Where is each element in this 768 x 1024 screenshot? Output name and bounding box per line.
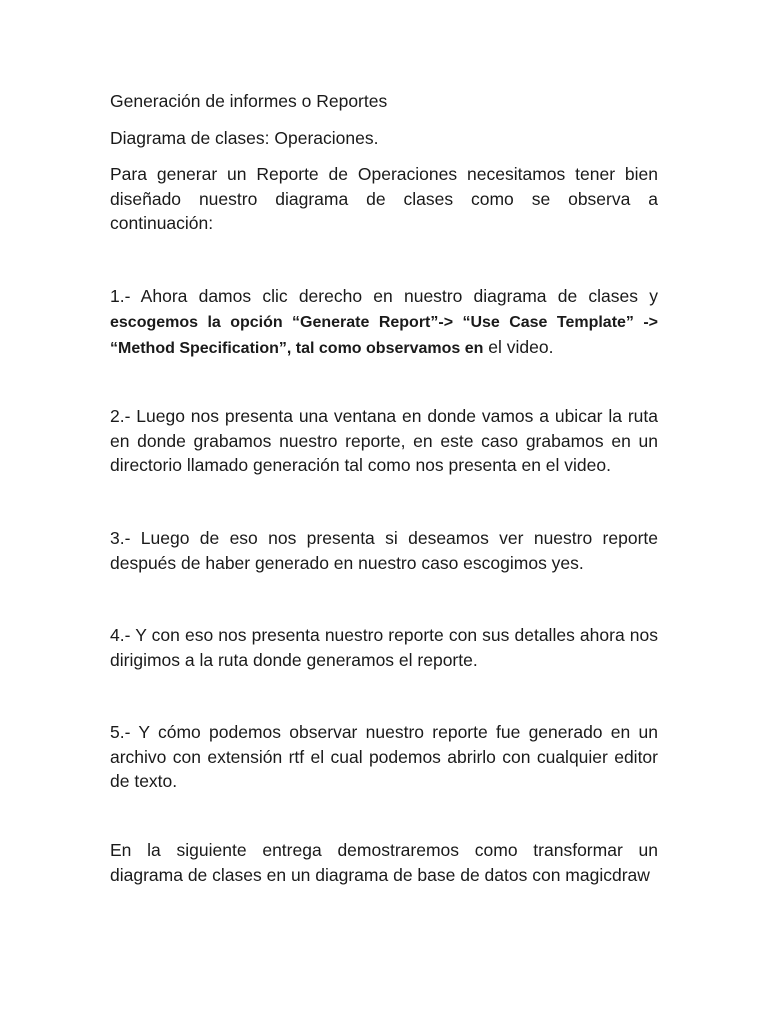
step-4-paragraph: 4.- Y con eso nos presenta nuestro reporte con sus detalles ahora nos dirigimos a la ruta donde generamos el reporte.	[110, 625, 658, 670]
step-1-menu-path: escogemos la opción “Generate Report”-> “Use Case Template” -> “Method Specification”, tal como observamos en	[110, 313, 658, 357]
step-3-paragraph: 3.- Luego de eso nos presenta si deseamos ver nuestro reporte después de haber generado en nuestro caso escogimos yes.	[110, 528, 658, 573]
step-1-lead: 1.- Ahora damos clic derecho en nuestro diagrama de clases y	[110, 286, 658, 306]
document-heading: Generación de informes o Reportes	[110, 91, 388, 111]
step-2-paragraph: 2.- Luego nos presenta una ventana en donde vamos a ubicar la ruta en donde grabamos nuestro reporte, en este caso grabamos en un directorio llamado generación tal como nos presenta en el video.	[110, 406, 658, 475]
step-1-tail: el video.	[483, 337, 554, 357]
closing-paragraph: En la siguiente entrega demostraremos como transformar un diagrama de clases en un diagrama de base de datos con magicdraw	[110, 840, 658, 885]
document-subheading: Diagrama de clases: Operaciones.	[110, 128, 379, 148]
step-1-paragraph	[110, 284, 658, 362]
step-5-paragraph: 5.- Y cómo podemos observar nuestro reporte fue generado en un archivo con extensión rtf el cual podemos abrirlo con cualquier editor de texto.	[110, 722, 658, 791]
intro-paragraph: Para generar un Reporte de Operaciones necesitamos tener bien diseñado nuestro diagrama de clases como se observa a continuación:	[110, 164, 658, 233]
